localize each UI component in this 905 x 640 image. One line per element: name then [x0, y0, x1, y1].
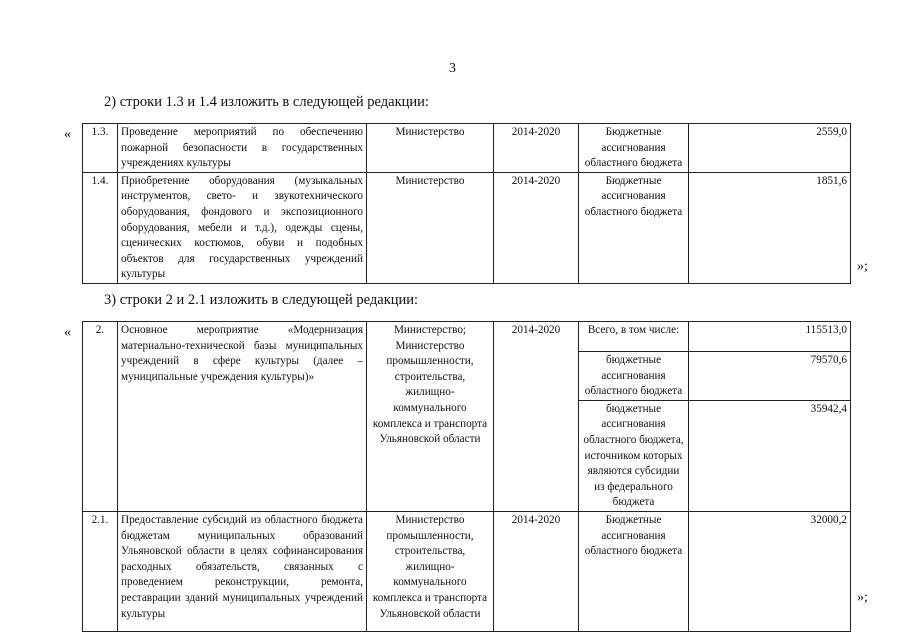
row-years: 2014-2020	[494, 124, 579, 173]
row-years: 2014-2020	[494, 322, 579, 512]
open-quote-1: «	[64, 127, 71, 142]
row-years: 2014-2020	[494, 172, 579, 283]
row-executor: Министерство	[367, 124, 494, 173]
row-amount: 35942,4	[689, 400, 851, 511]
row-years: 2014-2020	[494, 511, 579, 631]
row-amount: 1851,6	[689, 172, 851, 283]
table-section-2	[82, 321, 851, 632]
row-number: 1.4.	[83, 172, 118, 283]
row-executor: Министерство	[367, 172, 494, 283]
row-description: Основное мероприятие «Модернизация материально-технической базы муниципальных учреждений в сфере культуры (далее – муниципальные учреждения культуры)»	[118, 322, 367, 512]
row-amount: 115513,0	[689, 322, 851, 352]
table-section-1	[82, 123, 851, 284]
section-heading-2: 3) строки 2 и 2.1 изложить в следующей редакции:	[104, 292, 419, 308]
row-description: Проведение мероприятий по обеспечению пожарной безопасности в государственных учреждениях культуры	[118, 124, 367, 173]
row-description: Приобретение оборудования (музыкальных инструментов, свето- и звукотехнического оборудования, фондового и экспозиционного оборудования, мебели и т.д.), одежды сцены, сценических костюмов, обуви и подобных объектов для государственных учреждений культуры	[118, 172, 367, 283]
row-number: 2.	[83, 322, 118, 512]
table-row	[83, 322, 851, 352]
row-description: Предоставление субсидий из областного бюджета бюджетам муниципальных образований Ульяновской области в целях софинансирования расходных обязательств, связанных с проведением реконструкции, ремонта, реставрации зданий муниципальных учреждений культуры	[118, 511, 367, 631]
row-funding-source: бюджетные ассигнования областного бюджета, источником которых являются субсидии из федерального бюджета	[579, 400, 689, 511]
open-quote-2: «	[64, 325, 71, 340]
row-number: 2.1.	[83, 511, 118, 631]
page-number: 3	[449, 61, 456, 76]
row-amount: 32000,2	[689, 511, 851, 631]
row-funding-source: бюджетные ассигнования областного бюджета	[579, 352, 689, 401]
row-funding-source: Бюджетные ассигнования областного бюджета	[579, 511, 689, 631]
row-executor: Министерство; Министерство промышленности, строительства, жилищно-коммунального комплекса и транспорта Ульяновской области	[367, 322, 494, 512]
section-heading-1: 2) строки 1.3 и 1.4 изложить в следующей редакции:	[104, 94, 429, 110]
row-funding-source: Бюджетные ассигнования областного бюджета	[579, 124, 689, 173]
close-quote-1: »;	[857, 259, 868, 274]
row-number: 1.3.	[83, 124, 118, 173]
row-executor: Министерство промышленности, строительства, жилищно-коммунального комплекса и транспорта Ульяновской области	[367, 511, 494, 631]
row-funding-source: Бюджетные ассигнования областного бюджета	[579, 172, 689, 283]
table-row	[83, 511, 851, 631]
row-amount: 79570,6	[689, 352, 851, 401]
table-row	[83, 172, 851, 283]
row-funding-source: Всего, в том числе:	[579, 322, 689, 352]
close-quote-2: »;	[857, 590, 868, 605]
row-amount: 2559,0	[689, 124, 851, 173]
table-row	[83, 124, 851, 173]
